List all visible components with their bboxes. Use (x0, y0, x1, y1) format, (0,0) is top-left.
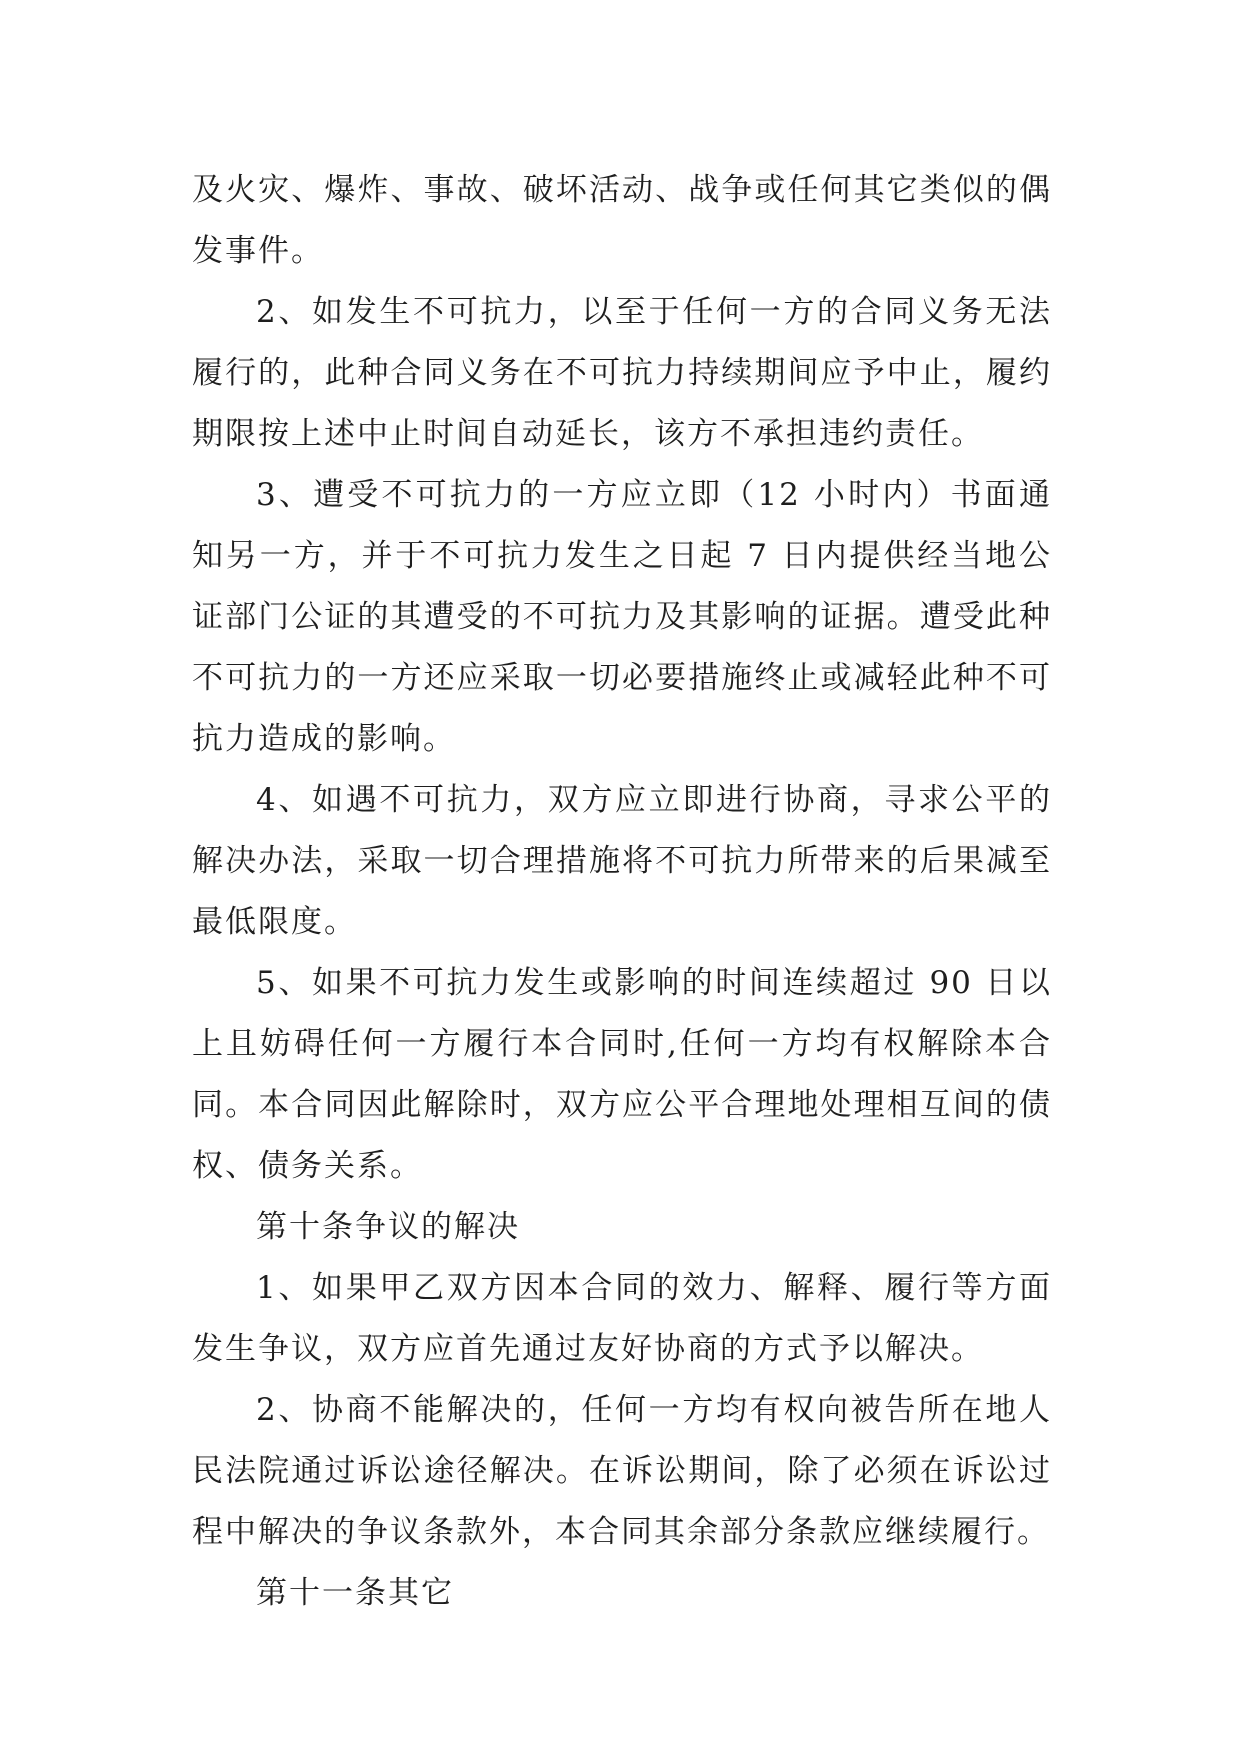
paragraph-clause-4-negotiation: 4、如遇不可抗力，双方应立即进行协商，寻求公平的解决办法，采取一切合理措施将不可抗力所带来的后果减至最低限度。 (192, 782, 1052, 940)
paragraph-clause-3-notification: 3、遭受不可抗力的一方应立即（12 小时内）书面通知另一方，并于不可抗力发生之日起 7 日内提供经当地公证部门公证的其遭受的不可抗力及其影响的证据。遭受此种不可抗力的一方还应采取一切必要措施终止或减轻此种不可抗力造成的影响。 (192, 477, 1052, 757)
paragraph-dispute-clause-2: 2、协商不能解决的，任何一方均有权向被告所在地人民法院通过诉讼途径解决。在诉讼期间，除了必须在诉讼过程中解决的争议条款外，本合同其余部分条款应继续履行。 (192, 1392, 1052, 1550)
paragraph-dispute-clause-1: 1、如果甲乙双方因本合同的效力、解释、履行等方面发生争议，双方应首先通过友好协商的方式予以解决。 (192, 1270, 1052, 1367)
paragraph-clause-5-termination: 5、如果不可抗力发生或影响的时间连续超过 90 日以上且妨碍任何一方履行本合同时,任何一方均有权解除本合同。本合同因此解除时，双方应公平合理地处理相互间的债权、债务关系。 (192, 965, 1052, 1184)
section-heading-other: 第十一条其它 (256, 1575, 454, 1611)
paragraph-clause-2-suspension: 2、如发生不可抗力，以至于任何一方的合同义务无法履行的，此种合同义务在不可抗力持续期间应予中止，履约期限按上述中止时间自动延长，该方不承担违约责任。 (192, 294, 1052, 452)
section-heading-dispute-resolution: 第十条争议的解决 (256, 1209, 520, 1245)
paragraph-force-majeure-events: 及火灾、爆炸、事故、破坏活动、战争或任何其它类似的偶发事件。 (192, 172, 1052, 269)
document-body (192, 160, 1052, 1624)
